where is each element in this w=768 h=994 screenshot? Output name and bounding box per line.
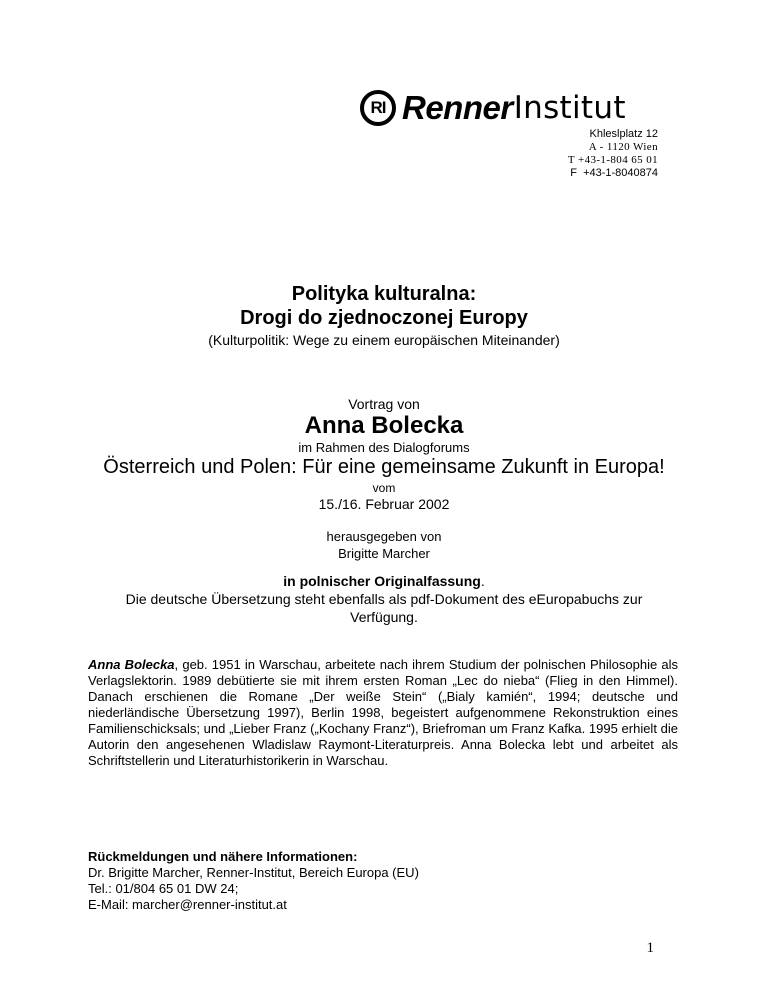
address-fax: F +43-1-8040874 <box>570 167 658 179</box>
framework-text: im Rahmen des Dialogforums <box>298 440 470 455</box>
address-city: A - 1120 Wien <box>588 141 658 153</box>
editor-intro: herausgegeben von <box>326 529 442 544</box>
logo-brand-bold: Renner <box>402 89 513 126</box>
contact-email[interactable]: E-Mail: marcher@renner-institut.at <box>88 897 287 912</box>
title-translation: (Kulturpolitik: Wege zu einem europäischen Miteinander) <box>208 332 560 348</box>
original-note-period: . <box>480 573 485 589</box>
lecture-date: 15./16. Februar 2002 <box>318 496 450 512</box>
address-block <box>568 128 658 180</box>
logo-brand-regular: Institut <box>513 90 626 126</box>
page-number: 1 <box>646 940 654 956</box>
contact-line-2: Tel.: 01/804 65 01 DW 24; <box>88 881 239 896</box>
editor-name: Brigitte Marcher <box>338 546 430 561</box>
contact-line-1: Dr. Brigitte Marcher, Renner-Institut, Bereich Europa (EU) <box>88 865 419 880</box>
lecture-intro: Vortrag von <box>348 396 420 412</box>
contact-heading: Rückmeldungen und nähere Informationen: <box>88 849 358 864</box>
vom-label: vom <box>372 481 396 495</box>
title-line-1: Polityka kulturalna: <box>291 283 477 305</box>
title-line-2: Drogi do zjednoczonej Europy <box>240 307 528 329</box>
bio-author-name: Anna Bolecka <box>88 657 175 672</box>
editor-block <box>0 528 768 562</box>
address-phone: T +43-1-804 65 01 <box>567 154 658 166</box>
bio-text: , geb. 1951 in Warschau, arbeitete nach ihrem Studium der polnischen Philosophie als Verlagslektorin. 1989 debütierte sie mit ihrem ersten Roman „Lec do nieba“ (Flieg in den Himmel). Danach erschienen die Romane „Der weiße Stein“ („Bialy kamién“, 1994; deutsche und niederländische Übersetzung 1997), Berlin 1998, begeistert aufgenommene Rekonstruktion eines Familienschicksals; und „Lieber Franz („Kochany Franz“), Briefroman um Franz Kafka. 1995 erhielt die Autorin den angesehenen Wladislaw Raymont-Literaturpreis. Anna Bolecka lebt und arbeitet als Schriftstellerin und Literaturhistorikerin in Warschau. <box>88 657 678 768</box>
original-note-bold: in polnischer Originalfassung <box>283 573 481 589</box>
contact-block <box>88 849 419 913</box>
address-street: Khleslplatz 12 <box>589 128 658 140</box>
original-version-note <box>0 572 768 626</box>
document-title <box>0 282 768 330</box>
author-name: Anna Bolecka <box>304 412 464 439</box>
ri-badge-icon: RI <box>360 90 396 126</box>
renner-institut-logo <box>360 86 626 130</box>
forum-title: Österreich und Polen: Für eine gemeinsame Zukunft in Europa! <box>103 456 665 478</box>
author-biography <box>88 657 678 769</box>
translation-note: Die deutsche Übersetzung steht ebenfalls als pdf-Dokument des eEuropabuchs zur Verfügung. <box>125 591 643 625</box>
